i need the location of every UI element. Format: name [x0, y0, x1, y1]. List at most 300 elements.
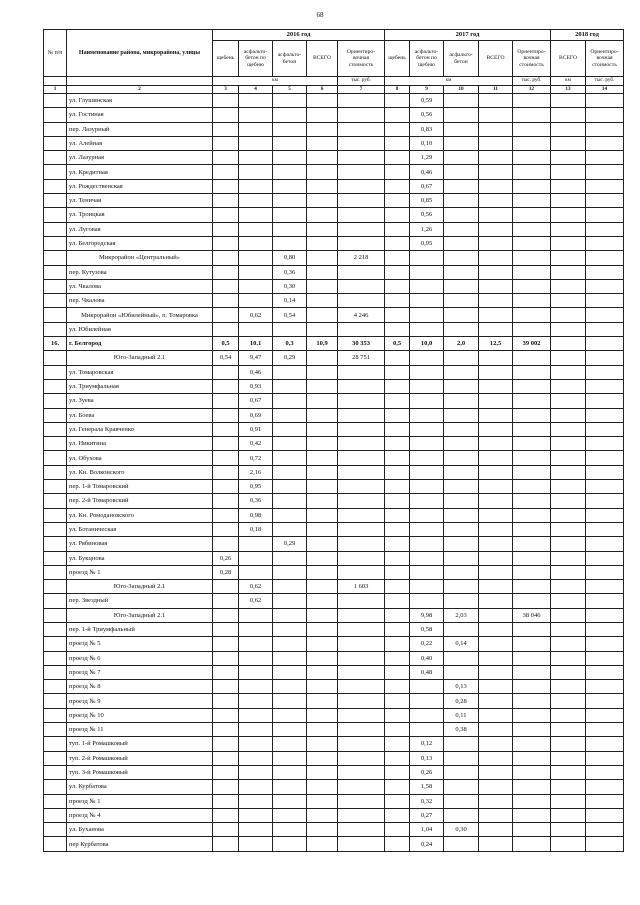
- value-cell: [213, 451, 239, 465]
- value-cell: [307, 322, 338, 336]
- value-cell: 28 751: [338, 351, 385, 365]
- value-cell: [586, 122, 624, 136]
- value-cell: [385, 308, 410, 322]
- value-cell: [385, 294, 410, 308]
- col-header: щебень: [385, 41, 410, 77]
- value-cell: [551, 694, 586, 708]
- value-cell: [213, 294, 239, 308]
- value-cell: [479, 308, 513, 322]
- value-cell: [338, 794, 385, 808]
- value-cell: [410, 708, 444, 722]
- value-cell: [586, 194, 624, 208]
- value-cell: [273, 808, 307, 822]
- row-number-cell: [44, 765, 67, 779]
- value-cell: [551, 437, 586, 451]
- value-cell: [551, 565, 586, 579]
- column-index-cell: 3: [213, 86, 239, 94]
- value-cell: [385, 222, 410, 236]
- value-cell: 0,5: [213, 337, 239, 351]
- unit-km-2017: км: [385, 77, 513, 86]
- value-cell: [513, 537, 551, 551]
- value-cell: 0,13: [444, 680, 479, 694]
- table-row: [44, 794, 624, 808]
- table-row: [44, 808, 624, 822]
- value-cell: [338, 437, 385, 451]
- value-cell: [307, 379, 338, 393]
- value-cell: [385, 723, 410, 737]
- value-cell: [444, 108, 479, 122]
- value-cell: [273, 437, 307, 451]
- value-cell: [410, 308, 444, 322]
- value-cell: [410, 723, 444, 737]
- value-cell: 0,46: [239, 365, 273, 379]
- column-index-cell: 12: [513, 86, 551, 94]
- value-cell: [307, 465, 338, 479]
- value-cell: [307, 394, 338, 408]
- value-cell: [444, 194, 479, 208]
- street-name-cell: туп. 2-й Ромашковый: [67, 751, 213, 765]
- value-cell: [307, 580, 338, 594]
- street-name-cell: ул. Луговая: [67, 222, 213, 236]
- value-cell: [551, 480, 586, 494]
- value-cell: [586, 308, 624, 322]
- value-cell: 0,62: [239, 594, 273, 608]
- table-row: [44, 208, 624, 222]
- value-cell: [513, 279, 551, 293]
- value-cell: [239, 708, 273, 722]
- column-index-cell: 8: [385, 86, 410, 94]
- value-cell: [273, 208, 307, 222]
- value-cell: [338, 608, 385, 622]
- value-cell: 0,14: [273, 294, 307, 308]
- table-row: [44, 522, 624, 536]
- unit-rub-2017: тыс. руб.: [513, 77, 551, 86]
- value-cell: [586, 823, 624, 837]
- row-number-cell: [44, 837, 67, 851]
- value-cell: [410, 294, 444, 308]
- value-cell: [239, 651, 273, 665]
- value-cell: [213, 680, 239, 694]
- value-cell: [338, 94, 385, 108]
- value-cell: [586, 365, 624, 379]
- street-name-cell: ул. Лазурная: [67, 151, 213, 165]
- value-cell: [338, 823, 385, 837]
- value-cell: 1 603: [338, 580, 385, 594]
- value-cell: [385, 136, 410, 150]
- value-cell: 9,47: [239, 351, 273, 365]
- value-cell: [307, 751, 338, 765]
- value-cell: [551, 622, 586, 636]
- value-cell: [444, 437, 479, 451]
- value-cell: [586, 780, 624, 794]
- num-header: № п/п: [44, 30, 67, 77]
- value-cell: 39 002: [513, 337, 551, 351]
- row-number-cell: [44, 394, 67, 408]
- value-cell: [239, 565, 273, 579]
- value-cell: [513, 236, 551, 250]
- value-cell: [513, 723, 551, 737]
- row-number-cell: [44, 494, 67, 508]
- value-cell: [307, 637, 338, 651]
- value-cell: [513, 565, 551, 579]
- value-cell: [338, 108, 385, 122]
- value-cell: [444, 136, 479, 150]
- value-cell: [479, 537, 513, 551]
- value-cell: [213, 651, 239, 665]
- street-name-cell: проезд № 4: [67, 808, 213, 822]
- value-cell: [479, 823, 513, 837]
- row-number-cell: [44, 751, 67, 765]
- value-cell: [338, 565, 385, 579]
- value-cell: [239, 637, 273, 651]
- column-index-cell: 11: [479, 86, 513, 94]
- value-cell: 0,91: [239, 422, 273, 436]
- value-cell: [307, 765, 338, 779]
- value-cell: [307, 537, 338, 551]
- value-cell: [307, 622, 338, 636]
- value-cell: [307, 808, 338, 822]
- value-cell: [338, 236, 385, 250]
- table-row: [44, 308, 624, 322]
- value-cell: [385, 765, 410, 779]
- street-name-cell: проезд № 5: [67, 637, 213, 651]
- table-row: [44, 665, 624, 679]
- street-name-cell: ул. Томаровская: [67, 365, 213, 379]
- value-cell: [513, 251, 551, 265]
- value-cell: [385, 508, 410, 522]
- table-row: [44, 394, 624, 408]
- value-cell: [213, 194, 239, 208]
- value-cell: [385, 422, 410, 436]
- row-number-cell: [44, 522, 67, 536]
- value-cell: [338, 322, 385, 336]
- value-cell: [444, 794, 479, 808]
- street-name-cell: ул. Белгородская: [67, 236, 213, 250]
- value-cell: [273, 708, 307, 722]
- table-row: [44, 422, 624, 436]
- value-cell: [239, 780, 273, 794]
- value-cell: 38 046: [513, 608, 551, 622]
- value-cell: [551, 322, 586, 336]
- row-number-cell: [44, 565, 67, 579]
- value-cell: [479, 122, 513, 136]
- value-cell: [444, 594, 479, 608]
- value-cell: [551, 823, 586, 837]
- value-cell: [338, 122, 385, 136]
- value-cell: [586, 565, 624, 579]
- value-cell: [444, 508, 479, 522]
- row-number-cell: [44, 708, 67, 722]
- value-cell: [586, 751, 624, 765]
- value-cell: [213, 765, 239, 779]
- value-cell: [586, 794, 624, 808]
- col-header: асфальто-бетон: [444, 41, 479, 77]
- value-cell: [239, 222, 273, 236]
- value-cell: [385, 437, 410, 451]
- value-cell: [213, 808, 239, 822]
- value-cell: [513, 837, 551, 851]
- value-cell: [479, 508, 513, 522]
- value-cell: [338, 222, 385, 236]
- value-cell: [586, 665, 624, 679]
- value-cell: 0,56: [410, 108, 444, 122]
- value-cell: [586, 294, 624, 308]
- value-cell: [586, 837, 624, 851]
- value-cell: [410, 480, 444, 494]
- table-row: [44, 294, 624, 308]
- row-number-cell: [44, 551, 67, 565]
- value-cell: 0,36: [239, 494, 273, 508]
- value-cell: [385, 94, 410, 108]
- row-number-cell: [44, 151, 67, 165]
- value-cell: [551, 179, 586, 193]
- value-cell: [213, 279, 239, 293]
- value-cell: 0,29: [273, 351, 307, 365]
- table-row: [44, 337, 624, 351]
- value-cell: [213, 465, 239, 479]
- value-cell: [273, 451, 307, 465]
- value-cell: [444, 765, 479, 779]
- value-cell: [479, 694, 513, 708]
- value-cell: [307, 823, 338, 837]
- value-cell: [385, 251, 410, 265]
- value-cell: [213, 794, 239, 808]
- value-cell: [513, 765, 551, 779]
- street-name-cell: проезд № 1: [67, 794, 213, 808]
- value-cell: 0,13: [410, 751, 444, 765]
- value-cell: 0,24: [410, 837, 444, 851]
- value-cell: [213, 265, 239, 279]
- table-row: [44, 737, 624, 751]
- street-name-cell: проезд № 6: [67, 651, 213, 665]
- value-cell: [213, 537, 239, 551]
- value-cell: [479, 522, 513, 536]
- value-cell: [586, 408, 624, 422]
- value-cell: [586, 594, 624, 608]
- value-cell: [513, 551, 551, 565]
- value-cell: [551, 794, 586, 808]
- value-cell: [385, 522, 410, 536]
- value-cell: 0,98: [239, 508, 273, 522]
- value-cell: [239, 265, 273, 279]
- value-cell: [307, 308, 338, 322]
- value-cell: [307, 680, 338, 694]
- street-name-cell: Юго-Западный 2.1: [67, 351, 213, 365]
- value-cell: [213, 480, 239, 494]
- value-cell: [513, 136, 551, 150]
- value-cell: 10,0: [410, 337, 444, 351]
- value-cell: [213, 408, 239, 422]
- value-cell: [410, 279, 444, 293]
- value-cell: [307, 723, 338, 737]
- table-row: [44, 680, 624, 694]
- value-cell: [385, 637, 410, 651]
- value-cell: [479, 94, 513, 108]
- value-cell: [307, 451, 338, 465]
- column-index-cell: 4: [239, 86, 273, 94]
- value-cell: [385, 165, 410, 179]
- value-cell: 0,29: [273, 537, 307, 551]
- table-row: [44, 708, 624, 722]
- value-cell: [513, 422, 551, 436]
- value-cell: [385, 208, 410, 222]
- row-number-cell: [44, 808, 67, 822]
- value-cell: [273, 322, 307, 336]
- value-cell: [338, 594, 385, 608]
- value-cell: [307, 565, 338, 579]
- value-cell: [479, 580, 513, 594]
- value-cell: [551, 136, 586, 150]
- value-cell: [444, 622, 479, 636]
- value-cell: [239, 208, 273, 222]
- value-cell: [385, 351, 410, 365]
- value-cell: [444, 208, 479, 222]
- value-cell: [513, 451, 551, 465]
- value-cell: [239, 322, 273, 336]
- value-cell: [586, 437, 624, 451]
- row-number-cell: [44, 208, 67, 222]
- value-cell: [479, 780, 513, 794]
- value-cell: [385, 537, 410, 551]
- value-cell: [586, 208, 624, 222]
- value-cell: [273, 480, 307, 494]
- value-cell: [479, 737, 513, 751]
- value-cell: [444, 737, 479, 751]
- value-cell: 2,16: [239, 465, 273, 479]
- value-cell: [444, 122, 479, 136]
- table-row: [44, 651, 624, 665]
- row-number-cell: [44, 637, 67, 651]
- value-cell: [338, 194, 385, 208]
- value-cell: 0,5: [385, 337, 410, 351]
- column-index-cell: 6: [307, 86, 338, 94]
- value-cell: [513, 308, 551, 322]
- row-number-cell: [44, 694, 67, 708]
- value-cell: [385, 480, 410, 494]
- value-cell: [410, 408, 444, 422]
- value-cell: [586, 551, 624, 565]
- value-cell: [239, 236, 273, 250]
- value-cell: [239, 108, 273, 122]
- value-cell: [307, 194, 338, 208]
- value-cell: [513, 580, 551, 594]
- value-cell: 0,56: [410, 208, 444, 222]
- value-cell: [239, 179, 273, 193]
- value-cell: [385, 608, 410, 622]
- value-cell: [273, 823, 307, 837]
- value-cell: [385, 780, 410, 794]
- value-cell: [513, 208, 551, 222]
- value-cell: [239, 823, 273, 837]
- table-row: [44, 451, 624, 465]
- value-cell: [213, 494, 239, 508]
- value-cell: [444, 480, 479, 494]
- table-row: [44, 279, 624, 293]
- value-cell: [410, 351, 444, 365]
- value-cell: [213, 708, 239, 722]
- value-cell: [586, 322, 624, 336]
- value-cell: [444, 151, 479, 165]
- value-cell: [385, 708, 410, 722]
- value-cell: [338, 508, 385, 522]
- row-number-cell: [44, 122, 67, 136]
- row-number-cell: [44, 580, 67, 594]
- value-cell: [444, 179, 479, 193]
- row-number-cell: [44, 365, 67, 379]
- value-cell: [513, 637, 551, 651]
- value-cell: [444, 394, 479, 408]
- value-cell: 1,29: [410, 151, 444, 165]
- value-cell: [551, 236, 586, 250]
- value-cell: [410, 522, 444, 536]
- value-cell: [586, 422, 624, 436]
- value-cell: [513, 680, 551, 694]
- street-name-cell: Микрорайон «Центральный»: [67, 251, 213, 265]
- value-cell: [551, 408, 586, 422]
- value-cell: [479, 494, 513, 508]
- value-cell: [338, 622, 385, 636]
- unit-rub-2018: тыс. руб.: [586, 77, 624, 86]
- value-cell: [586, 694, 624, 708]
- value-cell: [213, 580, 239, 594]
- value-cell: 0,28: [444, 694, 479, 708]
- value-cell: [586, 251, 624, 265]
- value-cell: [338, 208, 385, 222]
- value-cell: [586, 279, 624, 293]
- value-cell: [586, 337, 624, 351]
- column-index-cell: 7: [338, 86, 385, 94]
- value-cell: [385, 494, 410, 508]
- value-cell: [273, 522, 307, 536]
- row-number-cell: [44, 408, 67, 422]
- street-name-cell: проезд № 9: [67, 694, 213, 708]
- street-name-cell: ул. Кредитная: [67, 165, 213, 179]
- value-cell: [479, 351, 513, 365]
- street-name-cell: ул. Троицкая: [67, 208, 213, 222]
- value-cell: [513, 194, 551, 208]
- value-cell: [513, 222, 551, 236]
- table-row: [44, 622, 624, 636]
- value-cell: [551, 422, 586, 436]
- value-cell: [213, 637, 239, 651]
- value-cell: [213, 780, 239, 794]
- value-cell: [479, 808, 513, 822]
- value-cell: [444, 236, 479, 250]
- value-cell: [586, 680, 624, 694]
- value-cell: [307, 665, 338, 679]
- row-number-cell: [44, 737, 67, 751]
- value-cell: [307, 494, 338, 508]
- value-cell: [385, 694, 410, 708]
- value-cell: [513, 351, 551, 365]
- street-name-cell: пер. 2-й Томаровский: [67, 494, 213, 508]
- value-cell: [273, 136, 307, 150]
- value-cell: [273, 751, 307, 765]
- table-row: [44, 780, 624, 794]
- value-cell: [338, 179, 385, 193]
- value-cell: [385, 279, 410, 293]
- value-cell: [385, 551, 410, 565]
- street-name-cell: ул. Буханова: [67, 823, 213, 837]
- value-cell: 0,28: [213, 565, 239, 579]
- value-cell: [213, 723, 239, 737]
- value-cell: [479, 236, 513, 250]
- value-cell: [213, 737, 239, 751]
- value-cell: [385, 751, 410, 765]
- street-name-cell: ул. Рождественская: [67, 179, 213, 193]
- street-name-cell: Юго-Западный 2.1: [67, 608, 213, 622]
- value-cell: 0,10: [410, 136, 444, 150]
